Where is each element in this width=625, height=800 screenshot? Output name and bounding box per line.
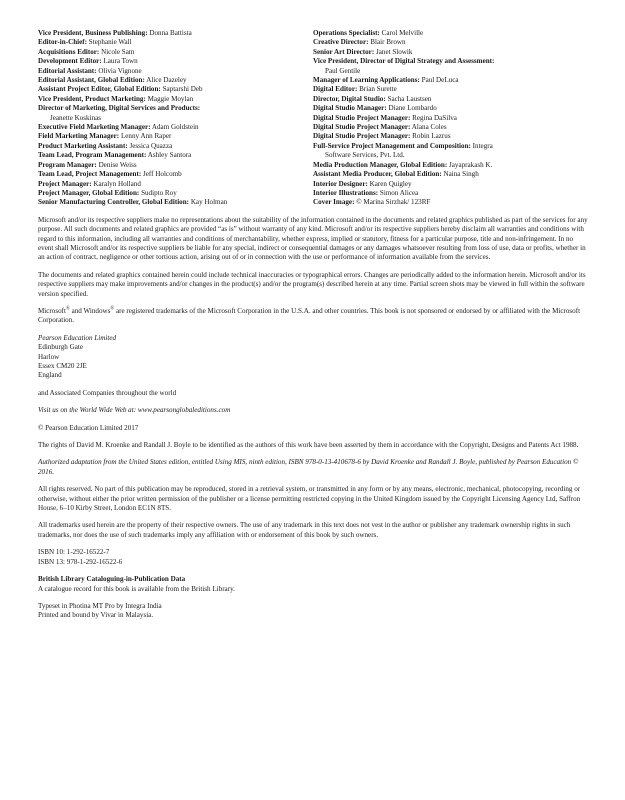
- credit-line: [313, 132, 588, 141]
- copyright-page: [38, 29, 588, 629]
- credit-name: Stephanie Wall: [88, 38, 132, 47]
- trademark-notice: Microsoft® and Windows® are registered trademarks of the Microsoft Corporation in the U.S.A. and other countries. This book is not sponsored or endorsed by or affiliated with the Microsoft Corporation.: [38, 306, 581, 325]
- credit-line: [313, 57, 588, 76]
- credit-line: [38, 180, 313, 189]
- credit-name: Nicole Sam: [101, 47, 135, 56]
- british-library-block: [38, 575, 588, 594]
- credit-role: Media Production Manager, Global Edition:: [313, 160, 448, 169]
- credit-role: Field Marketing Manager:: [38, 132, 120, 141]
- credit-line: [313, 142, 588, 161]
- credits-right-column: [313, 29, 588, 208]
- copyright-line: © Pearson Education Limited 2017: [38, 423, 139, 432]
- credit-name: Carol Melville: [381, 29, 424, 37]
- address-line: Essex CM20 2JE: [38, 362, 87, 370]
- address-line: England: [38, 371, 62, 380]
- publisher-name: Pearson Education Limited: [38, 333, 117, 342]
- credit-line: [38, 151, 313, 160]
- credit-role: Vice President, Business Publishing:: [38, 29, 148, 37]
- rights-asserted: The rights of David M. Kroenke and Randall J. Boyle to be identified as the authors of this work have been asserted by them in accordance with the Copyright, Designs and Patents Act 1988.: [38, 441, 579, 450]
- credit-name: Paul Gentile: [325, 66, 361, 75]
- credit-name: Donna Battista: [149, 29, 192, 37]
- microsoft-disclaimer: Microsoft and/or its respective suppliers make no representations about the suitability of the information contained in the documents and related graphics published as part of the services for any purpose. All such documents and related graphics are provided “as is” without warranty of any kind. Microsoft and/or its respective suppliers hereby disclaim all warranties and conditions with regard to this information, including all warranties and conditions of merchantability, whether express, implied or statutory, fitness for a particular purpose, title and non-infringement. In no event shall Microsoft and/or its respective suppliers be liable for any special, indirect or consequential damages or any damages whatsoever resulting from loss of use, data or profits, whether in an action of contract, negligence or other tortious action, arising out of or in connection with the use or performance of information available from the services.: [38, 215, 588, 262]
- credit-line: [313, 161, 588, 170]
- credit-role: Editorial Assistant:: [38, 66, 97, 75]
- credits-block: [38, 29, 588, 208]
- credit-line: [38, 48, 313, 57]
- credit-line: [313, 180, 588, 189]
- credit-line: [313, 170, 588, 179]
- credit-role: Operations Specialist:: [313, 29, 380, 37]
- credit-role: Development Editor:: [38, 57, 102, 66]
- credit-name: Jayaprakash K.: [448, 160, 493, 169]
- credit-name: Karen Quigley: [369, 179, 412, 188]
- credit-line: [38, 123, 313, 132]
- credit-name: Lenny Ann Raper: [120, 132, 172, 141]
- credit-line: [313, 38, 588, 47]
- credits-left-column: [38, 29, 313, 208]
- credit-name: Integra: [472, 141, 493, 150]
- credit-name: Alice Dazeley: [146, 76, 187, 85]
- credit-role: Program Manager:: [38, 160, 97, 169]
- credit-role: Full-Service Project Management and Composition:: [313, 141, 471, 150]
- credit-line: [38, 67, 313, 76]
- credit-role: Digital Studio Project Manager:: [313, 132, 411, 141]
- credit-role: Senior Art Director:: [313, 47, 375, 56]
- credit-name: Olivia Vignone: [98, 66, 142, 75]
- credit-line: [38, 38, 313, 47]
- credit-role: Assistant Project Editor, Global Edition:: [38, 85, 161, 94]
- credit-role: Project Manager:: [38, 179, 92, 188]
- credit-name: Jessica Quazza: [129, 141, 173, 150]
- credit-name: Robin Lazrus: [412, 132, 451, 141]
- british-library-text: A catalogue record for this book is available from the British Library.: [38, 584, 235, 593]
- credit-line: [313, 95, 588, 104]
- credit-line: [313, 76, 588, 85]
- credit-line: [313, 48, 588, 57]
- credit-name: Jeanette Koskinas: [50, 113, 102, 122]
- credit-name: Naina Singh: [443, 170, 479, 179]
- credit-name: Alana Coles: [411, 123, 447, 132]
- credit-name: Janet Slowik: [375, 47, 413, 56]
- credit-name: Ashley Santora: [147, 151, 192, 160]
- credit-name: Blair Brown: [370, 38, 406, 47]
- credit-name: Sacha Laustsen: [387, 94, 432, 103]
- credit-role: Assistant Media Producer, Global Edition:: [313, 170, 442, 179]
- typeset-block: [38, 602, 588, 621]
- credit-name: Saptarshi Deb: [162, 85, 203, 94]
- credit-line: [38, 161, 313, 170]
- documents-note: The documents and related graphics contained herein could include technical inaccuracies or typographical errors. Changes are periodically added to the information herein. Microsoft and/or its respective suppliers may make improvements and/or changes in the product(s) and/or the program(s) described herein at any time. Partial screen shots may be viewed in full within the software version specified.: [38, 270, 586, 298]
- credit-line: [38, 29, 313, 38]
- isbn-10: ISBN 10: 1-292-16522-7: [38, 548, 110, 557]
- credit-line: [38, 85, 313, 94]
- credit-role: Digital Studio Project Manager:: [313, 113, 411, 122]
- credit-name: © Marina Sirzhak/ 123RF: [356, 198, 431, 207]
- isbn-13: ISBN 13: 978-1-292-16522-6: [38, 557, 123, 566]
- credit-name-continued: Software Services, Pvt. Ltd.: [325, 151, 405, 160]
- credit-name: Karalyn Holland: [93, 179, 141, 188]
- credit-line: [38, 132, 313, 141]
- credit-name: Denise Weiss: [98, 160, 137, 169]
- credit-line: [313, 85, 588, 94]
- isbn-block: [38, 548, 588, 567]
- credit-line: [313, 114, 588, 123]
- credit-line: [313, 198, 588, 207]
- credit-name: Simon Alicea: [379, 188, 419, 197]
- credit-role: Manager of Learning Applications:: [313, 76, 420, 85]
- credit-role: Cover Image:: [313, 198, 355, 207]
- credit-line: [313, 189, 588, 198]
- publisher-address: [38, 334, 588, 381]
- credit-role: Director, Digital Studio:: [313, 94, 386, 103]
- credit-role: Digital Studio Project Manager:: [313, 123, 411, 132]
- credit-line: [38, 142, 313, 151]
- credit-role: Editorial Assistant, Global Edition:: [38, 76, 145, 85]
- printed-line: Printed and bound by Vivar in Malaysia.: [38, 611, 154, 620]
- credit-line: [38, 189, 313, 198]
- associated-companies: and Associated Companies throughout the world: [38, 388, 177, 397]
- authorized-adaptation: Authorized adaptation from the United States edition, entitled Using MIS, ninth edition, ISBN 978-0-13-410678-6 by David Kroenke and Randall J. Boyle, published by Pearson Education © 2016.: [38, 458, 579, 476]
- credit-role: Digital Studio Manager:: [313, 104, 387, 113]
- website-line: Visit us on the World Wide Web at: www.pearsonglobaleditions.com: [38, 406, 231, 415]
- credit-name: Maggie Moylan: [147, 94, 194, 103]
- credit-line: [313, 104, 588, 113]
- credit-line: [313, 123, 588, 132]
- credit-name: Regina DaSilva: [412, 113, 457, 122]
- credit-role: Product Marketing Assistant:: [38, 141, 128, 150]
- credit-role: Vice President, Product Marketing:: [38, 94, 146, 103]
- credit-name: Kay Holman: [190, 198, 228, 207]
- credit-role: Senior Manufacturing Controller, Global Edition:: [38, 198, 190, 207]
- all-rights-reserved: All rights reserved. No part of this publication may be reproduced, stored in a retrieval system, or transmitted in any form or by any means, electronic, mechanical, photocopying, recording or otherwise, without either the prior written permission of the publisher or a license permitting restricted copying in the United Kingdom issued by the Copyright Licensing Agency Ltd, Saffron House, 6–10 Kirby Street, London EC1N 8TS.: [38, 485, 581, 513]
- typeset-line: Typeset in Photina MT Pro by Integra India: [38, 601, 162, 610]
- credit-role: Director of Marketing, Digital Services and Products:: [38, 104, 201, 113]
- credit-role: Vice President, Director of Digital Strategy and Assessment:: [313, 57, 495, 66]
- credit-name: Adam Goldstein: [151, 123, 199, 132]
- trademark-owners: All trademarks used herein are the property of their respective owners. The use of any trademark in this text does not vest in the author or publisher any trademark ownership rights in such trademarks, nor does the use of such trademarks imply any affiliation with or endorsement of this book by such owners.: [38, 521, 571, 539]
- credit-name: Jeff Holcomb: [143, 170, 182, 179]
- credit-line: [38, 95, 313, 104]
- credit-name: Brian Surette: [359, 85, 397, 94]
- credit-role: Acquisitions Editor:: [38, 47, 100, 56]
- credit-name: Paul DeLuca: [421, 76, 459, 85]
- credit-role: Digital Editor:: [313, 85, 358, 94]
- credit-line: [38, 198, 313, 207]
- credit-role: Executive Field Marketing Manager:: [38, 123, 151, 132]
- credit-role: Interior Designer:: [313, 179, 368, 188]
- credit-role: Team Lead, Project Management:: [38, 170, 142, 179]
- credit-role: Project Manager, Global Edition:: [38, 188, 140, 197]
- credit-line: [38, 104, 313, 123]
- british-library-heading: British Library Cataloguing-in-Publication Data: [38, 575, 186, 584]
- credit-role: Team Lead, Program Management:: [38, 151, 147, 160]
- credit-line: [38, 76, 313, 85]
- credit-name: Sudipto Roy: [141, 188, 177, 197]
- credit-role: Editor-in-Chief:: [38, 38, 87, 47]
- credit-name: Diane Lombardo: [388, 104, 437, 113]
- credit-line: [38, 170, 313, 179]
- credit-name: Laura Town: [103, 57, 138, 66]
- address-line: Edinburgh Gate: [38, 343, 83, 352]
- credit-line: [38, 57, 313, 66]
- address-line: Harlow: [38, 352, 60, 361]
- credit-line: [313, 29, 588, 38]
- credit-role: Interior Illustrations:: [313, 188, 379, 197]
- credit-role: Creative Director:: [313, 38, 369, 47]
